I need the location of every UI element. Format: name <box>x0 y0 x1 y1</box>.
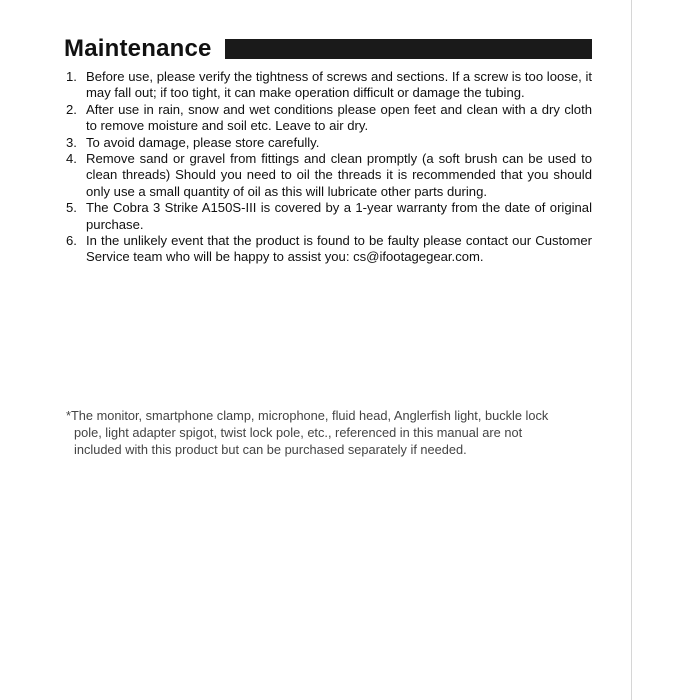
item-number: 6. <box>66 233 77 249</box>
list-item <box>66 69 592 102</box>
maintenance-list <box>66 69 592 266</box>
list-item <box>66 151 592 200</box>
section-title: Maintenance <box>64 35 212 62</box>
list-item <box>66 200 592 233</box>
item-number: 3. <box>66 134 77 150</box>
item-text: To avoid damage, please store carefully. <box>86 134 320 150</box>
item-text: Before use, please verify the tightness of screws and sections. If a screw is too loose, it may fall out; if too tight, it can make operation difficult or damage the tubing. <box>86 69 592 101</box>
page-edge-divider <box>631 0 632 700</box>
footnote-line: included with this product but can be purchased separately if needed. <box>74 442 467 457</box>
list-item <box>66 102 592 135</box>
footnote-line: *The monitor, smartphone clamp, microphone, fluid head, Anglerfish light, buckle lock <box>66 408 549 423</box>
item-number: 4. <box>66 151 77 167</box>
heading-bar <box>225 39 592 59</box>
item-text: After use in rain, snow and wet conditions please open feet and clean with a dry cloth to remove moisture and soil etc. Leave to air dry. <box>86 101 592 134</box>
item-number: 1. <box>66 69 77 84</box>
item-number: 5. <box>66 200 77 216</box>
item-text: The Cobra 3 Strike A150S-III is covered by a 1-year warranty from the date of original purchase. <box>86 200 592 232</box>
list-item <box>66 233 592 266</box>
item-text: In the unlikely event that the product is found to be faulty please contact our Customer Service team who will be happy to assist you: cs@ifootagegear.com. <box>86 233 592 265</box>
item-number: 2. <box>66 101 77 117</box>
list-item <box>66 135 592 151</box>
footnote <box>66 407 596 458</box>
item-text: Remove sand or gravel from fittings and clean promptly (a soft brush can be used to clean threads) Should you need to oil the threads it is recommended that you should only use a small quantity of oil as this will lubricate other parts during. <box>86 151 592 199</box>
section-header <box>64 34 592 64</box>
footnote-line: pole, light adapter spigot, twist lock pole, etc., referenced in this manual are not <box>74 425 523 440</box>
